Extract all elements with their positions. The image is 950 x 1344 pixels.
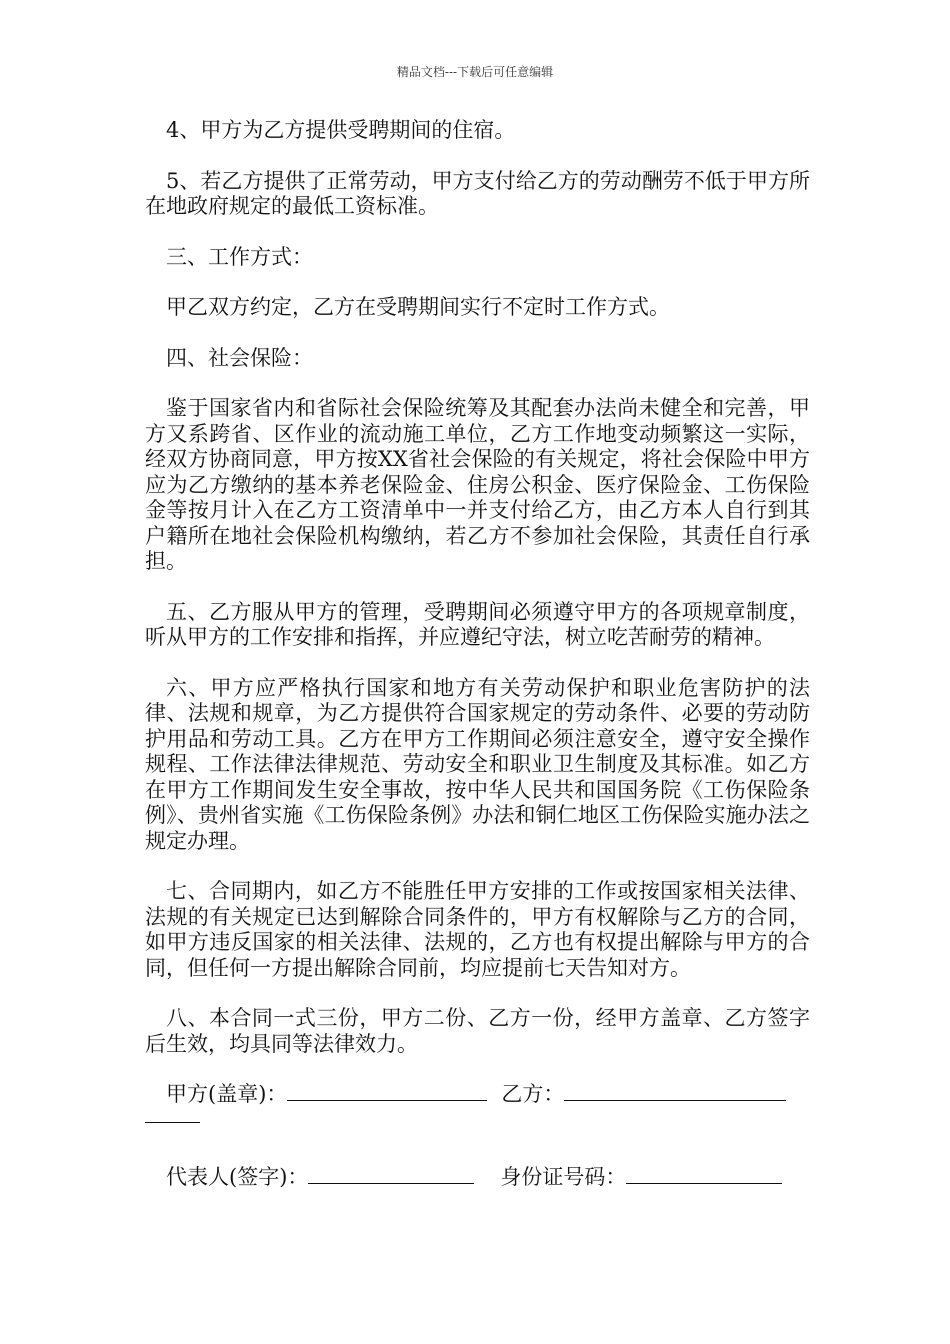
- id-number-field[interactable]: [626, 1165, 782, 1184]
- party-a-seal-field[interactable]: [287, 1082, 487, 1101]
- party-b-field-continuation[interactable]: [145, 1108, 200, 1123]
- document-body: [145, 118, 810, 1190]
- representative-signature-field[interactable]: [308, 1165, 474, 1184]
- clause-4-accommodation: 4、甲方为乙方提供受聘期间的住宿。: [166, 118, 516, 142]
- section-7-body: 七、合同期内，如乙方不能胜任甲方安排的工作或按国家相关法律、法规的有关规定已达到解除合同条件的，甲方有权解除与乙方的合同，如甲方违反国家的相关法律、法规的，乙方也有权提出解除与甲方的合同，但任何一方提出解除合同前，均应提前七天告知对方。: [145, 879, 810, 980]
- section-4-body: 鉴于国家省内和省际社会保险统筹及其配套办法尚未健全和完善，甲方又系跨省、区作业的流动施工单位，乙方工作地变动频繁这一实际，经双方协商同意，甲方按XX省社会保险的有关规定，将社会保险中甲方应为乙方缴纳的基本养老保险金、住房公积金、医疗保险金、工伤保险金等按月计入在乙方工资清单中一并支付给乙方，由乙方本人自行到其户籍所在地社会保险机构缴纳，若乙方不参加社会保险，其责任自行承担。: [145, 396, 810, 573]
- section-6-body: 六、甲方应严格执行国家和地方有关劳动保护和职业危害防护的法律、法规和规章，为乙方提供符合国家规定的劳动条件、必要的劳动防护用品和劳动工具。乙方在甲方工作期间必须注意安全，遵守安全操作规程、工作法律法律规范、劳动安全和职业卫生制度及其标准。如乙方在甲方工作期间发生安全事故，按中华人民共和国国务院《工伤保险条例》、贵州省实施《工伤保险条例》办法和铜仁地区工伤保险实施办法之规定办理。: [145, 675, 810, 853]
- id-number-label: 身份证号码：: [500, 1164, 627, 1189]
- representative-label: 代表人(签字)：: [166, 1164, 309, 1189]
- party-b-field[interactable]: [564, 1082, 786, 1101]
- party-b-label: 乙方：: [501, 1082, 565, 1106]
- party-a-label: 甲方(盖章)：: [166, 1082, 288, 1106]
- section-3-heading: 三、工作方式：: [166, 244, 313, 269]
- page-header: 精品文档---下载后可任意编辑: [396, 65, 554, 79]
- section-3-body: 甲乙双方约定，乙方在受聘期间实行不定时工作方式。: [166, 295, 670, 319]
- signature-line-1: [145, 1082, 810, 1108]
- clause-5-wage: 5、若乙方提供了正常劳动，甲方支付给乙方的劳动酬劳不低于甲方所在地政府规定的最低工资标准。: [145, 168, 810, 218]
- section-8-body: 八、本合同一式三份，甲方二份、乙方一份，经甲方盖章、乙方签字后生效，均具同等法律效力。: [145, 1006, 810, 1056]
- section-5-body: 五、乙方服从甲方的管理，受聘期间必须遵守甲方的各项规章制度，听从甲方的工作安排和指挥，并应遵纪守法，树立吃苦耐劳的精神。: [145, 599, 810, 649]
- signature-block: [145, 1082, 810, 1190]
- section-4-heading: 四、社会保险：: [166, 345, 313, 370]
- signature-line-2: [145, 1165, 810, 1191]
